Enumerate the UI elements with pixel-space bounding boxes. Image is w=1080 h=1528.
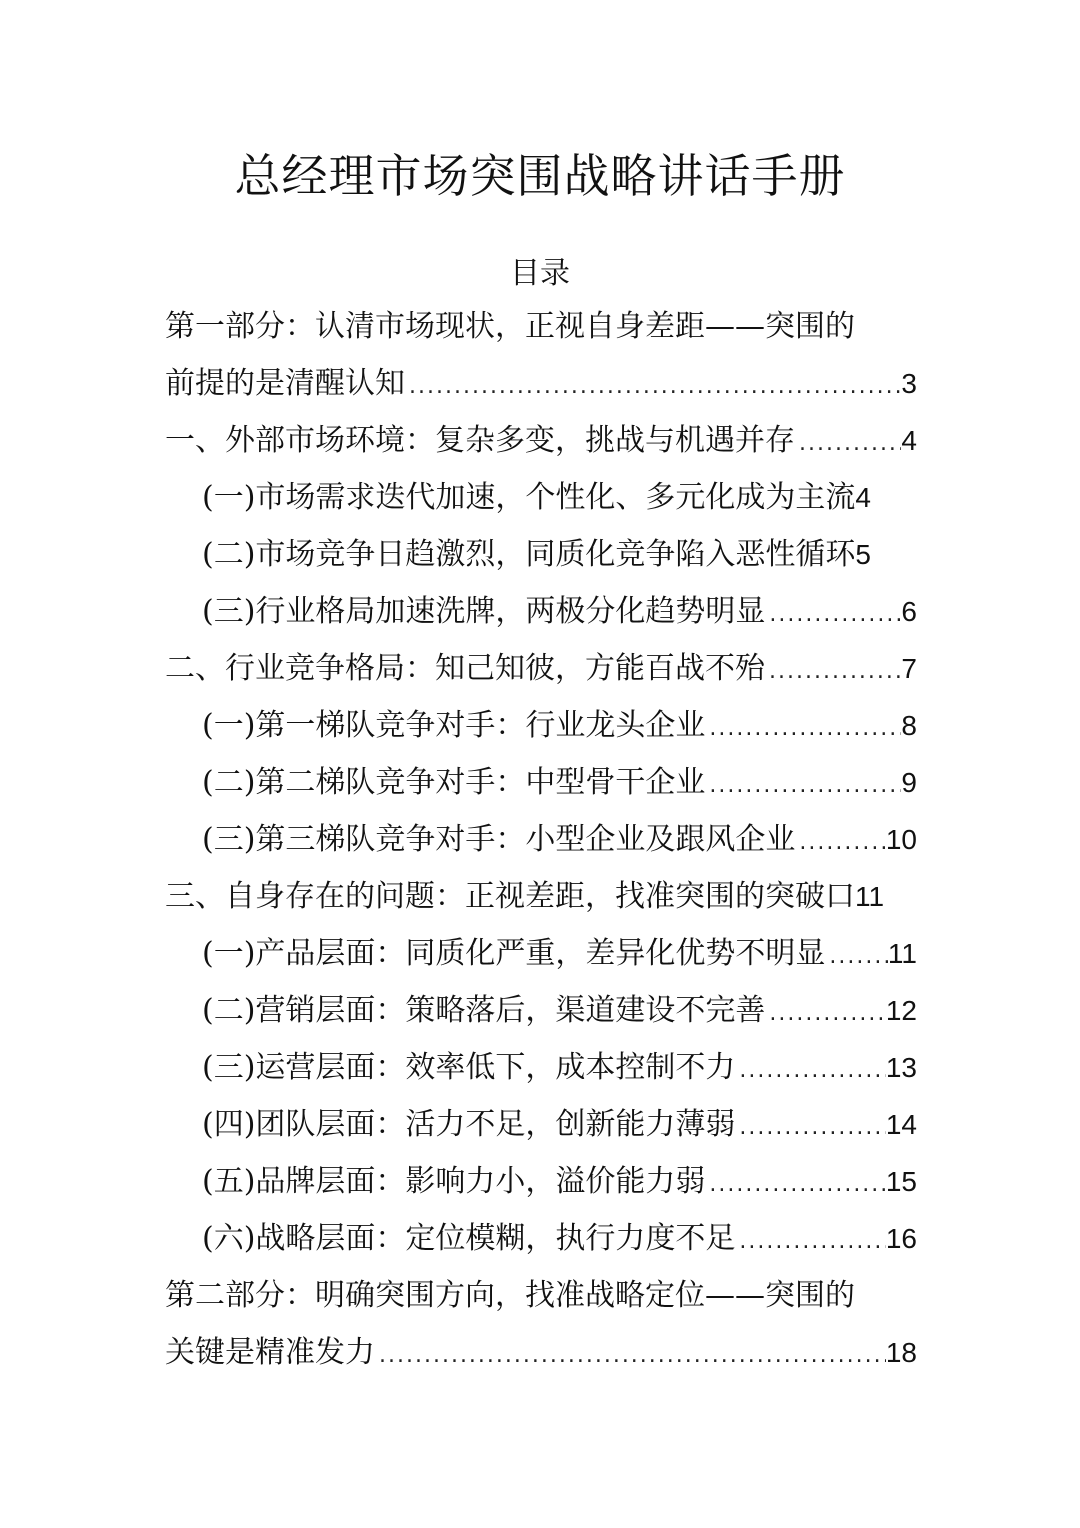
toc-entry-text: 三、自身存在的问题：正视差距，找准突围的突破口 [165, 879, 855, 914]
toc-page-number: 16 [885, 1223, 917, 1254]
dot-leader [735, 1099, 885, 1156]
toc-entry-text: (二)市场竞争日趋激烈，同质化竞争陷入恶性循环 [202, 537, 856, 572]
toc-subsection-1-2[interactable] [165, 526, 917, 583]
toc-part1-title-line1[interactable] [165, 298, 917, 355]
table-of-contents [165, 298, 917, 1381]
toc-page-number: 14 [885, 1109, 917, 1140]
dot-leader [405, 358, 901, 415]
toc-entry-text: 二、行业竞争格局：知己知彼，方能百战不殆 [165, 651, 765, 686]
toc-page-number: 8 [901, 710, 917, 741]
toc-subsection-2-2[interactable] [165, 754, 917, 811]
toc-subsection-2-1[interactable] [165, 697, 917, 754]
dot-leader [735, 1213, 885, 1270]
toc-page-number: 3 [901, 368, 917, 399]
toc-entry-text: (一)第一梯队竞争对手：行业龙头企业 [202, 708, 706, 743]
toc-entry-text: 第一部分：认清市场现状，正视自身差距——突围的 [165, 309, 855, 344]
toc-page-number: 18 [885, 1337, 917, 1368]
dot-leader [765, 586, 901, 643]
toc-subsection-3-4[interactable] [165, 1096, 917, 1153]
toc-subsection-1-1[interactable] [165, 469, 917, 526]
document-title: 总经理市场突围战略讲话手册 [234, 149, 846, 203]
toc-entry-text: (四)团队层面：活力不足，创新能力薄弱 [202, 1107, 736, 1142]
toc-entry-text: 前提的是清醒认知 [165, 366, 405, 401]
toc-entry-text: (三)行业格局加速洗牌，两极分化趋势明显 [202, 594, 766, 629]
toc-page-number: 12 [885, 995, 917, 1026]
toc-page-number: 11 [855, 881, 885, 912]
toc-page-number: 4 [901, 425, 917, 456]
toc-entry-text: (五)品牌层面：影响力小，溢价能力弱 [202, 1164, 706, 1199]
toc-entry-text: (一)产品层面：同质化严重，差异化优势不明显 [202, 936, 826, 971]
toc-part2-title-line2[interactable] [165, 1324, 917, 1381]
dot-leader [705, 700, 901, 757]
dot-leader [795, 814, 885, 871]
toc-page-number: 10 [885, 824, 917, 855]
toc-subsection-3-1[interactable] [165, 925, 917, 982]
toc-page-number: 5 [855, 539, 871, 570]
toc-section-2[interactable] [165, 640, 917, 697]
toc-subsection-3-6[interactable] [165, 1210, 917, 1267]
toc-section-3[interactable] [165, 868, 917, 925]
toc-entry-text: 关键是精准发力 [165, 1335, 375, 1370]
toc-entry-text: (三)第三梯队竞争对手：小型企业及跟风企业 [202, 822, 796, 857]
toc-entry-text: 一、外部市场环境：复杂多变，挑战与机遇并存 [165, 423, 795, 458]
toc-page-number: 11 [887, 938, 917, 969]
toc-entry-text: (二)营销层面：策略落后，渠道建设不完善 [202, 993, 766, 1028]
toc-subsection-1-3[interactable] [165, 583, 917, 640]
toc-page-number: 15 [885, 1166, 917, 1197]
toc-entry-text: (二)第二梯队竞争对手：中型骨干企业 [202, 765, 706, 800]
dot-leader [795, 415, 901, 472]
toc-page-number: 6 [901, 596, 917, 627]
dot-leader [825, 928, 888, 985]
toc-subsection-3-2[interactable] [165, 982, 917, 1039]
dot-leader [735, 1042, 885, 1099]
toc-part2-title-line1[interactable] [165, 1267, 917, 1324]
toc-part1-title-line2[interactable] [165, 355, 917, 412]
toc-page-number: 7 [901, 653, 917, 684]
dot-leader [765, 985, 885, 1042]
toc-subsection-2-3[interactable] [165, 811, 917, 868]
toc-page-number: 13 [885, 1052, 917, 1083]
toc-heading: 目录 [510, 256, 570, 291]
toc-page-number: 4 [855, 482, 871, 513]
toc-subsection-3-3[interactable] [165, 1039, 917, 1096]
toc-entry-text: 第二部分：明确突围方向，找准战略定位——突围的 [165, 1278, 855, 1313]
toc-page-number: 9 [901, 767, 917, 798]
toc-subsection-3-5[interactable] [165, 1153, 917, 1210]
dot-leader [375, 1327, 886, 1384]
toc-entry-text: (一)市场需求迭代加速，个性化、多元化成为主流 [202, 480, 856, 515]
toc-entry-text: (三)运营层面：效率低下，成本控制不力 [202, 1050, 736, 1085]
dot-leader [705, 1156, 885, 1213]
dot-leader [765, 643, 901, 700]
toc-entry-text: (六)战略层面：定位模糊，执行力度不足 [202, 1221, 736, 1256]
toc-section-1[interactable] [165, 412, 917, 469]
dot-leader [705, 757, 901, 814]
